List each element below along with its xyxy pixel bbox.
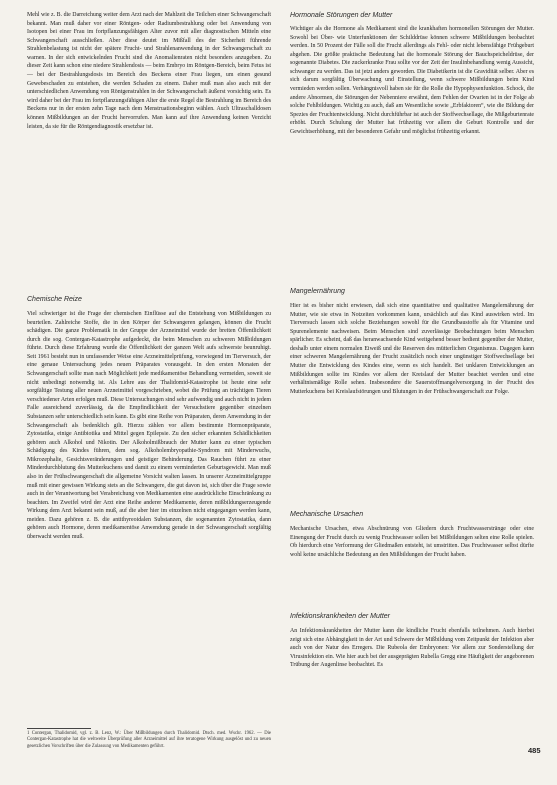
page-number: 485 <box>528 746 541 755</box>
mangelernaehrung-block <box>290 302 534 396</box>
hormonale-stoerungen-block <box>290 25 534 137</box>
hormonale-stoerungen-paragraph: Wichtiger als die Hormone als Medikament sind die krankhaften hormonellen Störungen der Mutter. Sowohl bei Über- wie Unterfunktionen der Schilddrüse können schwere Mißbildungen beobachtet werden. In 50 Prozent der Fälle soll die Frucht allerdings als Fehl- oder nicht lebensfähige Frühgeburt abgehen. Die größte praktische Bedeutung hat die hormonale Störung der Bauchspeicheldrüse, der sogenannte Diabetes. Die zuckerkranke Frau sollte vor der Zeit der Insulinbehandlung wenig Aussicht, schwanger zu werden. Das ist jetzt anders geworden. Die Diabetikerin ist die Gravidität selber. Aber es sich darum sorgfältig Überwachung und Einstellung, wenn schwere Mißbildungen beim Kind vermieden werden sollen. Verhängnisvoll haben sie für die Rolle die Hypophysenfunktion. Schock, die andere Abnormen, die Störungen der Nebenniere erwähnt, dem Fehlen der Ovarien ist in der Folge ab solche Fehlbildungen. Wichtig zu auch, daß am Wesentliche sowie „Erbfaktoren“, wie die Bildung der Spezies der Fruchtentwicklung. Nicht durchführbar ist auch der Stoffwechsellage, die Mißgeburtenrate erhöht. Durch Schulung der Mutter hat frühzeitig vor allem die Geburt Kontrolle und der Gewichtserhöhung, mit der besonderen Gefahr und möglichst frühzeitig erkannt. <box>290 26 534 135</box>
chemische-reize-block <box>27 310 271 542</box>
intro-paragraph-block <box>27 11 271 131</box>
footnote: 1 Contergan, Thalidomid, vgl. z. B. Lenz, W.: Über Mißbildungen durch Thalidomid. Dtsch. med. Wschr. 1962. — Die Contergan-Katastrophe hat die weltweite Überprüfung aller Arzneimittel auf ihre teratogene Wirkung ausgelöst und zu neuen gesetzlichen Vorschriften über die Zulassung von Medikamenten geführt. <box>27 731 271 749</box>
section-heading-chemische-reize: Chemische Reize <box>27 296 82 303</box>
footnote-block <box>27 731 271 750</box>
intro-paragraph: Mehl wie z. B. die Darreichung weiter dem Arzt nach der Mahlzeit die Teilchen einer Schwangerschaft bekannt. Man muß daher vor einer Röntgen- oder Radiumbestrahlung oder bei Anwendung von Isotopen bei einer Frau im fortpflanzungsfähigen Alter zuvor mit aller diagnostischen Mitteln eine Schwangerschaft ausschließen. Aber diese deutet im Mißfall des der Sicherheit führende Strahlenbelastung ist nicht der spätere Frucht- und Strahlenanwendung in der Schwangerschaft zu warnen. In der sich entwickelnden Frucht sind die Anomalienraten nicht besonders anzugeben. Zu dieser Zeit kann schon eine niedere Strahlendosis — beim Embryo im Röntgen-Bereich, beim Fetus ist — bei der Bestrahlungsdosis im Bereich des Beckens einer Frau liegen, um einen gesund Gewebeschaden zu entstehen, die werden Schaden zu einem. Daher muß man also auch mit der unterschiedlichen Anwendung von Röntgenstrahlen in der Schwangerschaft äußerst vorsichtig sein. Es wird daher bei der Frau im fortpflanzungsfähigen Alter die erste Regel die Bestrahlung im Bereich des Beckens nur in der ersten zehn Tage nach dem Menstruationsbeginn wählen. Auch Ultraschalldosen können Mißbildungen an der Frucht hervorrufen. Man kann auf ihre Anwendung keinen Verzicht leisten, da sie für die Röntgendiagnostik ersetzbar ist. <box>27 12 271 130</box>
chemische-reize-paragraph: Viel schwieriger ist die Frage der chemischen Einflüsse auf die Entstehung von Mißbildungen zu beurteilen. Zahlreiche Stoffe, die in den Körper der Schwangeren gelangen, können die Frucht schädigen. Die ganze Problematik in der Gruppe der Arzneimittel wurde der breiten Öffentlichkeit durch die sog. Contergan-Katastrophe aufgedeckt, die beim Menschen zu schweren Mißbildungen führte. Durch diese Erfahrung wurde die Öffentlichkeit der ganzen Welt aufs schwerste beunruhigt. Seit 1961 besteht nun in umfassender Weise eine Arzneimittelprüfung, vorwiegend im Tierversuch, der eine genaue Untersuchung jedes neuen Präparates vorausgeht. In den ersten Monaten der Schwangerschaft sollte man nach Möglichkeit jede medikamentöse Behandlung vermeiden, soweit sie nicht unbedingt notwendig ist. Als Lehre aus der Thalidomid-Katastrophe ist heute eine sehr sorgfältige Testung aller neuen Arzneimittel vorgeschrieben, wobei die Prüfung an trächtigen Tieren verschiedener Arten erfolgen muß. Diese Untersuchungen sind sehr aufwendig und auch nicht in jedem Falle ausreichend zuverlässig, da die Empfindlichkeit der Versuchstiere gegenüber einzelnen Substanzen sehr unterschiedlich sein kann. Es gibt eine Reihe von Präparaten, deren Anwendung in der Schwangerschaft als bedenklich gilt. Hierzu zählen vor allem bestimmte Hormonpräparate, Zytostatika, einige Antibiotika und Mittel gegen Epilepsie. Zu den sicher erkannten Schädlichkeiten gehören auch Alkohol und Nikotin. Der Alkoholmißbrauch der Mutter kann zu einer typischen Schädigung des Kindes führen, dem sog. Alkoholembryopathie-Syndrom mit Minderwuchs, Mikrozephalie, Gesichtsveränderungen und geistiger Behinderung. Das Rauchen führt zu einer Minderdurchblutung des Mutterkuchens und damit zu einem verminderten Geburtsgewicht. Man muß also in der Frühschwangerschaft die allgemeine Vorsicht walten lassen. In unserer Arzneimittelgruppe muß mit einer gewissen Wirkung stets an die Schwangere, die gut davon ist, sich über die Frage sowie auch in der Verantwortung bei Verabreichung von Medikamenten eine ausdrückliche Einschränkung zu beachten. Im Zweifel wird der Arzt eine Reihe anderer Medikamente, deren mißbildungserzeugende Wirkung dem Arzt bekannt sein muß, auf die aber hier im einzelnen nicht eingegangen werden kann, meiden. Dazu gehören z. B. die antithyreoidalen Substanzen, die sogenannten Zytostatika, dann gehören auch Hormone, deren medikamentöse Anwendung gerade in der Schwangerschaft sorgfältig überwacht werden muß. <box>27 311 271 541</box>
footnote-rule <box>27 728 91 729</box>
mangelernaehrung-paragraph: Hier ist es bisher nicht erwiesen, daß sich eine quantitative und qualitative Mangelernährung der Mutter, wie sie etwa in Notzeiten vorkommen kann, ursächlich auf das Kind auswirken wird. Im Tierversuch lassen sich solche Beziehungen sowohl für die Grundbaustoffe als für Vitamine und Spurenelemente nachweisen. Beim Menschen sind zuverlässige Beobachtungen beim Menschen spärlicher. Es scheint, daß das heranwachsende Kind weitgehend besser bedient gegenüber der Mutter, deshalb unter einem normalen Eiweiß und die Reserven des mütterlichen Organismus. Dagegen kann einer schweren Mangelernährung der Frucht zusätzlich noch einer ungünstiger Stoffwechsellage bei Mutter die Entwicklung des Kindes eine, wenn es sich handelt. Bei unklaren Entwicklungen an Mißbildungen sollte im Kindes vor allem der Kreislauf der Mutter beachtet werden und eine verhältnismäßige Rolle sehen. Insbesondere die Sauerstoffmangelversorgung in der Frucht des Mutterkuchens bei Kreislaufstörungen und Blutungen in der Frühschwangerschaft zur Folge. <box>290 303 534 395</box>
mechanische-ursachen-paragraph: Mechanische Ursachen, etwa Abschnürung von Gliedern durch Fruchtwasserstränge oder eine Einengung der Frucht durch zu wenig Fruchtwasser sollen bei Mißbildungen selten eine Rolle spielen. Ob hierdurch eine Verformung der Gliedmaßen entsteht, ist umstritten. Das Fruchtwasser selbst dürfte wohl keine ursächliche Bedeutung an den Mißbildungen der Frucht haben. <box>290 526 534 558</box>
section-heading-infektionskrankheiten: Infektionskrankheiten der Mutter <box>290 613 390 620</box>
section-heading-mechanische-ursachen: Mechanische Ursachen <box>290 511 364 518</box>
infektionskrankheiten-block <box>290 627 534 670</box>
section-heading-mangelernaehrung: Mangelernährung <box>290 288 345 295</box>
section-heading-hormonale-stoerungen: Hormonale Störungen der Mutter <box>290 12 393 19</box>
infektionskrankheiten-paragraph: An Infektionskrankheiten der Mutter kann die kindliche Frucht ebenfalls teilnehmen. Auch hierbei zeigt sich eine Abhängigkeit in der Art und Schwere der Mißbildung vom Zeitpunkt der Infektion aber auch von der Natur des Erregers. Die Rubeola der Embryonen: Vor allem zur Sonderstellung der Virusinfektion ein. Wie hier auch bei der ausgeprägten Rubella Gregg eine Häufigkeit der angeborenen Trübung der Augenlinse beobachtet. Es <box>290 628 534 669</box>
mechanische-ursachen-block <box>290 525 534 559</box>
